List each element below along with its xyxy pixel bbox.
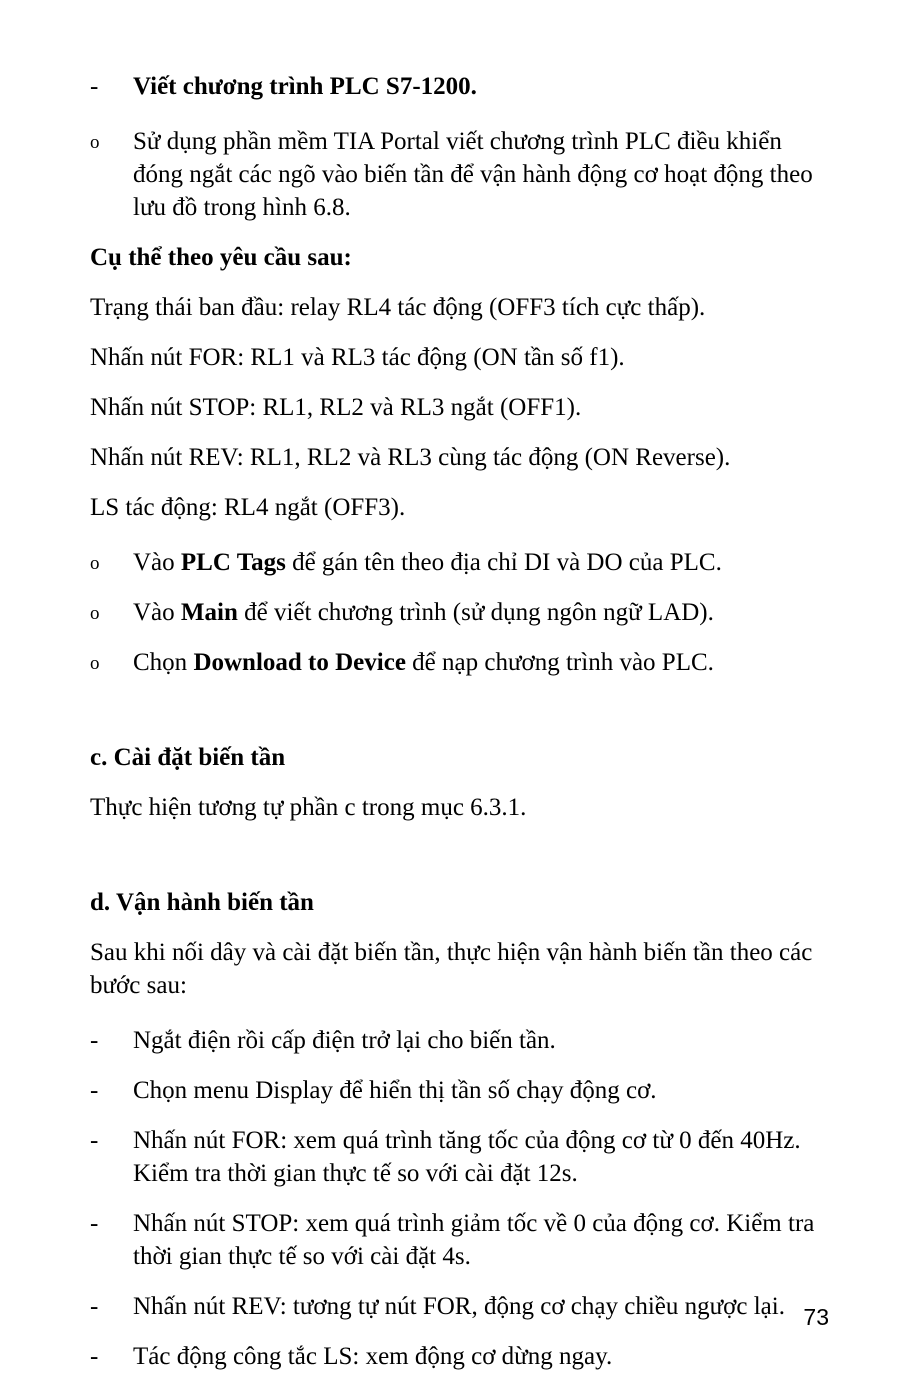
section-heading-d: d. Vận hành biến tần [90,889,314,916]
circle-bullet-icon: o [90,603,100,624]
requirement-ls-switch: LS tác động: RL4 ngắt (OFF3). [90,494,406,521]
spacer [90,103,830,125]
dash-bullet-icon: - [90,1027,99,1054]
text-suffix: để gán tên theo địa chỉ DI và DO của PLC. [285,549,722,576]
list-item [90,1074,830,1107]
requirement-initial-state: Trạng thái ban đầu: relay RL4 tác động (OFF3 tích cực thấp). [90,294,706,321]
spacer [90,274,830,291]
list-item [90,596,830,629]
circle-bullet-icon: o [90,553,100,574]
list-item [90,1207,830,1273]
text-prefix: Vào [133,549,181,576]
section-c-body: Thực hiện tương tự phần c trong mục 6.3.1. [90,794,527,821]
text-prefix: Chọn [133,649,194,676]
circle-bullet-icon: o [90,132,100,153]
list-item [90,1124,830,1190]
spacer [90,474,830,491]
emphasis-main: Main [180,599,238,626]
dash-bullet-icon: - [90,1210,99,1237]
dash-bullet-icon: - [90,1343,99,1370]
spacer [90,224,830,241]
requirement-stop-button: Nhấn nút STOP: RL1, RL2 và RL3 ngắt (OFF1). [90,394,582,421]
text-prefix: Vào [133,599,181,626]
list-item [90,646,830,679]
list-item [90,1340,830,1373]
dash-bullet-icon: - [90,1293,99,1320]
spacer [90,579,830,596]
requirement-rev-button: Nhấn nút REV: RL1, RL2 và RL3 cùng tác động (ON Reverse). [90,444,731,471]
list-item-text: Nhấn nút FOR: xem quá trình tăng tốc của động cơ từ 0 đến 40Hz. Kiểm tra thời gian thực tế so với cài đặt 12s. [133,1127,801,1187]
requirement-for-button: Nhấn nút FOR: RL1 và RL3 tác động (ON tần số f1). [90,344,625,371]
section-d-intro: Sau khi nối dây và cài đặt biến tần, thực hiện vận hành biến tần theo các bước sau: [90,939,813,999]
text-suffix: để nạp chương trình vào PLC. [405,649,714,676]
list-item-text: Sử dụng phần mềm TIA Portal viết chương trình PLC điều khiển đóng ngắt các ngõ vào biến tần để vận hành động cơ hoạt động theo lưu đồ trong hình 6.8. [133,128,813,221]
list-item-text: Tác động công tắc LS: xem động cơ dừng ngay. [133,1343,613,1370]
spacer [90,424,830,441]
spacer [90,919,830,936]
list-item-text: Chọn menu Display để hiển thị tần số chạy động cơ. [133,1077,657,1104]
list-item [90,70,830,103]
spacer [90,374,830,391]
requirements-subheading: Cụ thể theo yêu cầu sau: [90,244,352,271]
list-item-text [133,546,830,579]
emphasis-download-to-device: Download to Device [193,649,406,676]
section-heading-c: c. Cài đặt biến tần [90,744,286,771]
list-item [90,1290,830,1323]
spacer [90,1190,830,1207]
list-item-text: Nhấn nút STOP: xem quá trình giảm tốc về 0 của động cơ. Kiểm tra thời gian thực tế so với cài đặt 4s. [133,1210,815,1270]
list-item-text [133,596,830,629]
list-item [90,125,830,224]
dash-bullet-icon: - [90,1127,99,1154]
spacer [90,524,830,546]
spacer [90,1002,830,1024]
spacer [90,1057,830,1074]
spacer [90,774,830,791]
spacer [90,1107,830,1124]
text-suffix: để viết chương trình (sử dụng ngôn ngữ LAD). [237,599,714,626]
dash-bullet-icon: - [90,73,99,100]
list-item-text: Nhấn nút REV: tương tự nút FOR, động cơ chạy chiều ngược lại. [133,1293,785,1320]
dash-bullet-icon: - [90,1077,99,1104]
page-content [90,70,830,1373]
list-item [90,546,830,579]
emphasis-plc-tags: PLC Tags [180,549,286,576]
circle-bullet-icon: o [90,653,100,674]
spacer [90,1273,830,1290]
spacer [90,679,830,741]
list-item-text [133,646,830,679]
spacer [90,629,830,646]
page-number: 73 [803,1304,829,1330]
list-item-text: Viết chương trình PLC S7-1200. [133,73,477,100]
spacer [90,324,830,341]
spacer [90,1323,830,1340]
list-item [90,1024,830,1057]
list-item-text: Ngắt điện rồi cấp điện trở lại cho biến tần. [133,1027,556,1054]
spacer [90,824,830,886]
